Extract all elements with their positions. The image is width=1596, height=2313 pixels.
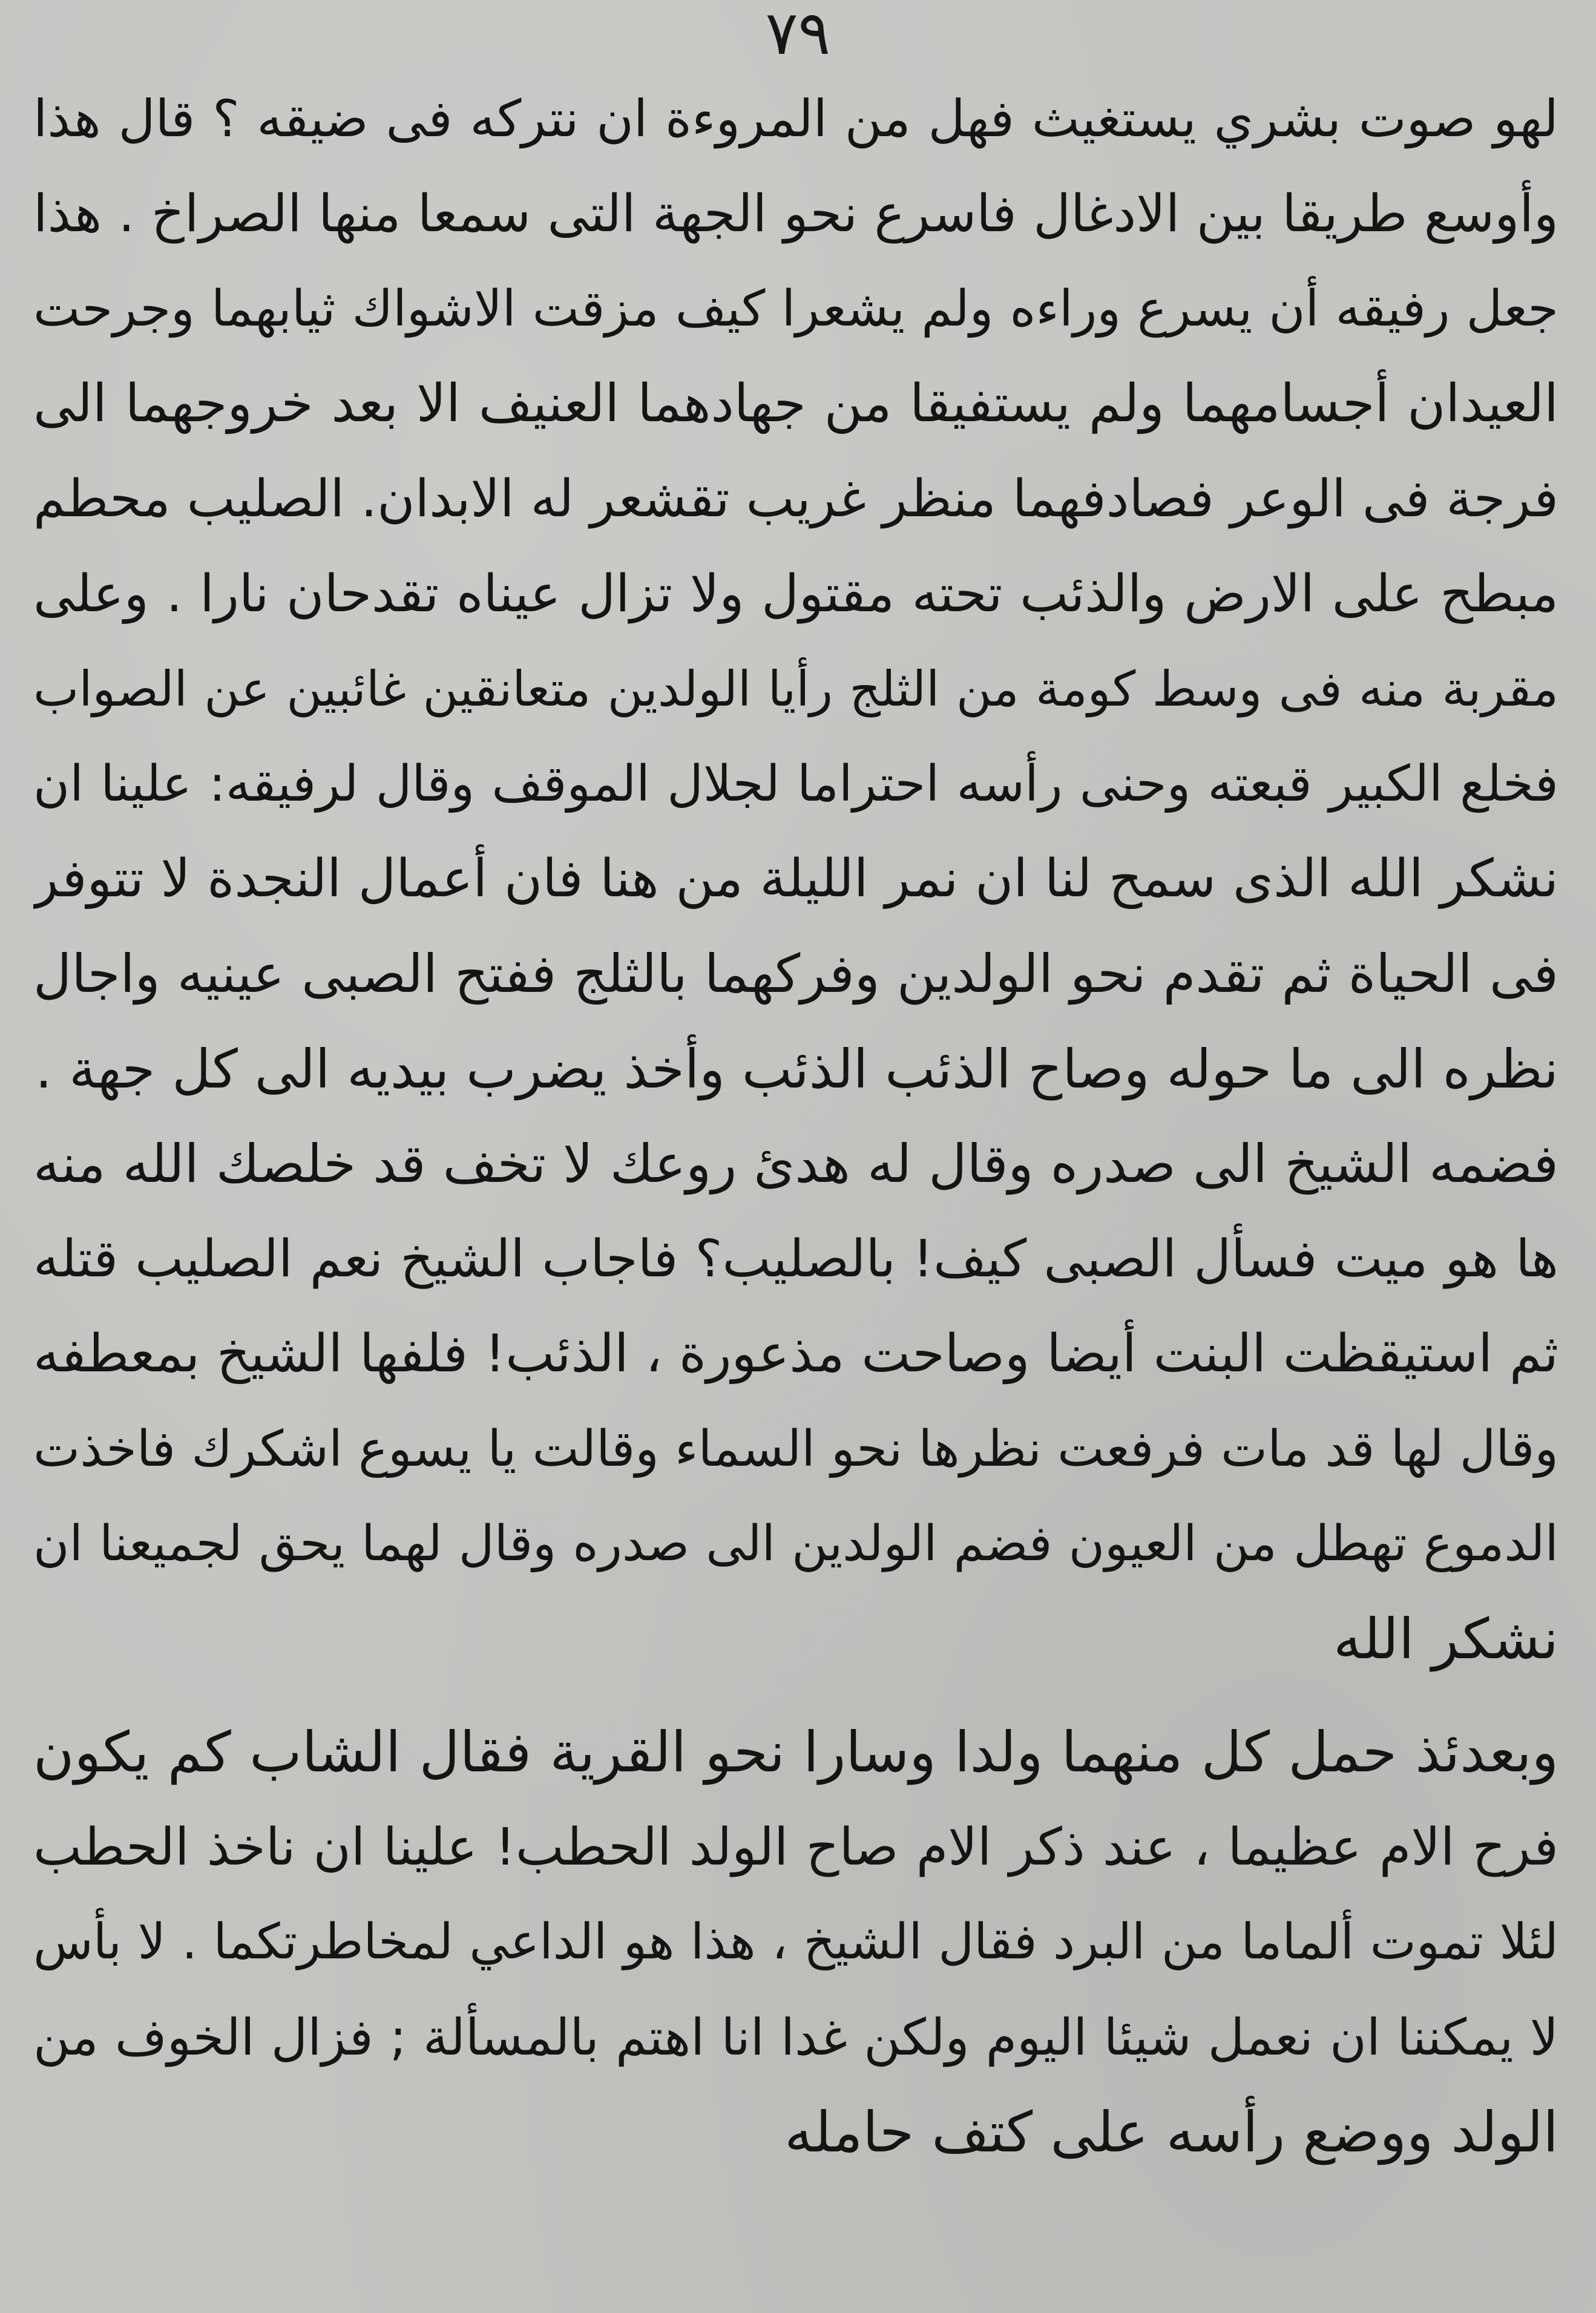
text-line: فضمه الشيخ الى صدره وقال له هدئ روعك لا تخف قد خلصك الله منه — [33, 1133, 1558, 1195]
text-line: نشكر الله — [1333, 1607, 1558, 1672]
text-line: لئلا تموت ألماما من البرد فقال الشيخ ، هذا هو الداعي لمخاطرتكما . لا بأس — [33, 1914, 1558, 1970]
text-line: جعل رفيقه أن يسرع وراءه ولم يشعرا كيف مزقت الاشواك ثيابهما وجرحت — [33, 280, 1558, 338]
text-line: وأوسع طريقا بين الادغال فاسرع نحو الجهة التى سمعا منها الصراخ . هذا — [33, 184, 1558, 244]
text-line: لا يمكننا ان نعمل شيئا اليوم ولكن غدا انا اهتم بالمسألة ; فزال الخوف من — [33, 2008, 1558, 2067]
text-line: فرح الام عظيما ، عند ذكر الام صاح الولد الحطب! علينا ان ناخذ الحطب — [33, 1817, 1558, 1877]
text-line: ثم استيقظت البنت أيضا وصاحت مذعورة ، الذئب! فلفها الشيخ بمعطفه — [33, 1324, 1558, 1384]
page-number: ٧٩ — [765, 0, 831, 68]
text-line: وبعدئذ حمل كل منهما ولدا وسارا نحو القرية فقال الشاب كم يكون — [33, 1720, 1558, 1785]
paragraph-2 — [33, 1705, 1558, 2180]
text-line: فرجة فى الوعر فصادفهما منظر غريب تقشعر له الابدان. الصليب محطم — [33, 469, 1558, 529]
text-line: نشكر الله الذى سمح لنا ان نمر الليلة من هنا فان أعمال النجدة لا تتوفر — [33, 848, 1558, 909]
text-line: وقال لها قد مات فرفعت نظرها نحو السماء وقالت يا يسوع اشكرك فاخذت — [33, 1420, 1558, 1478]
text-line: ها هو ميت فسأل الصبى كيف! بالصليب؟ فاجاب الشيخ نعم الصليب قتله — [33, 1229, 1558, 1289]
text-line: مقربة منه فى وسط كومة من الثلج رأيا الولدين متعانقين غائبين عن الصواب — [33, 661, 1558, 717]
text-line: لهو صوت بشري يستغيث فهل من المروءة ان نتركه فى ضيقه ؟ قال هذا — [33, 89, 1558, 148]
paragraph-1 — [33, 71, 1558, 1687]
text-line: نظره الى ما حوله وصاح الذئب الذئب وأخذ يضرب بيديه الى كل جهة . — [35, 1038, 1558, 1100]
body-text — [33, 71, 1558, 2180]
text-line: فى الحياة ثم تقدم نحو الولدين وفركهما بالثلج ففتح الصبى عينيه واجال — [33, 943, 1558, 1005]
text-line: العيدان أجسامهما ولم يستفيقا من جهادهما العنيف الا بعد خروجهما الى — [33, 373, 1558, 434]
text-line: فخلع الكبير قبعته وحنى رأسه احتراما لجلال الموقف وقال لرفيقه: علينا ان — [33, 755, 1558, 813]
text-line: الولد ووضع رأسه على كتف حامله — [784, 2100, 1558, 2165]
text-line: الدموع تهطل من العيون فضم الولدين الى صدره وقال لهما يحق لجميعنا ان — [33, 1515, 1558, 1572]
text-line: مبطح على الارض والذئب تحته مقتول ولا تزال عيناه تقدحان نارا . وعلى — [33, 564, 1558, 624]
